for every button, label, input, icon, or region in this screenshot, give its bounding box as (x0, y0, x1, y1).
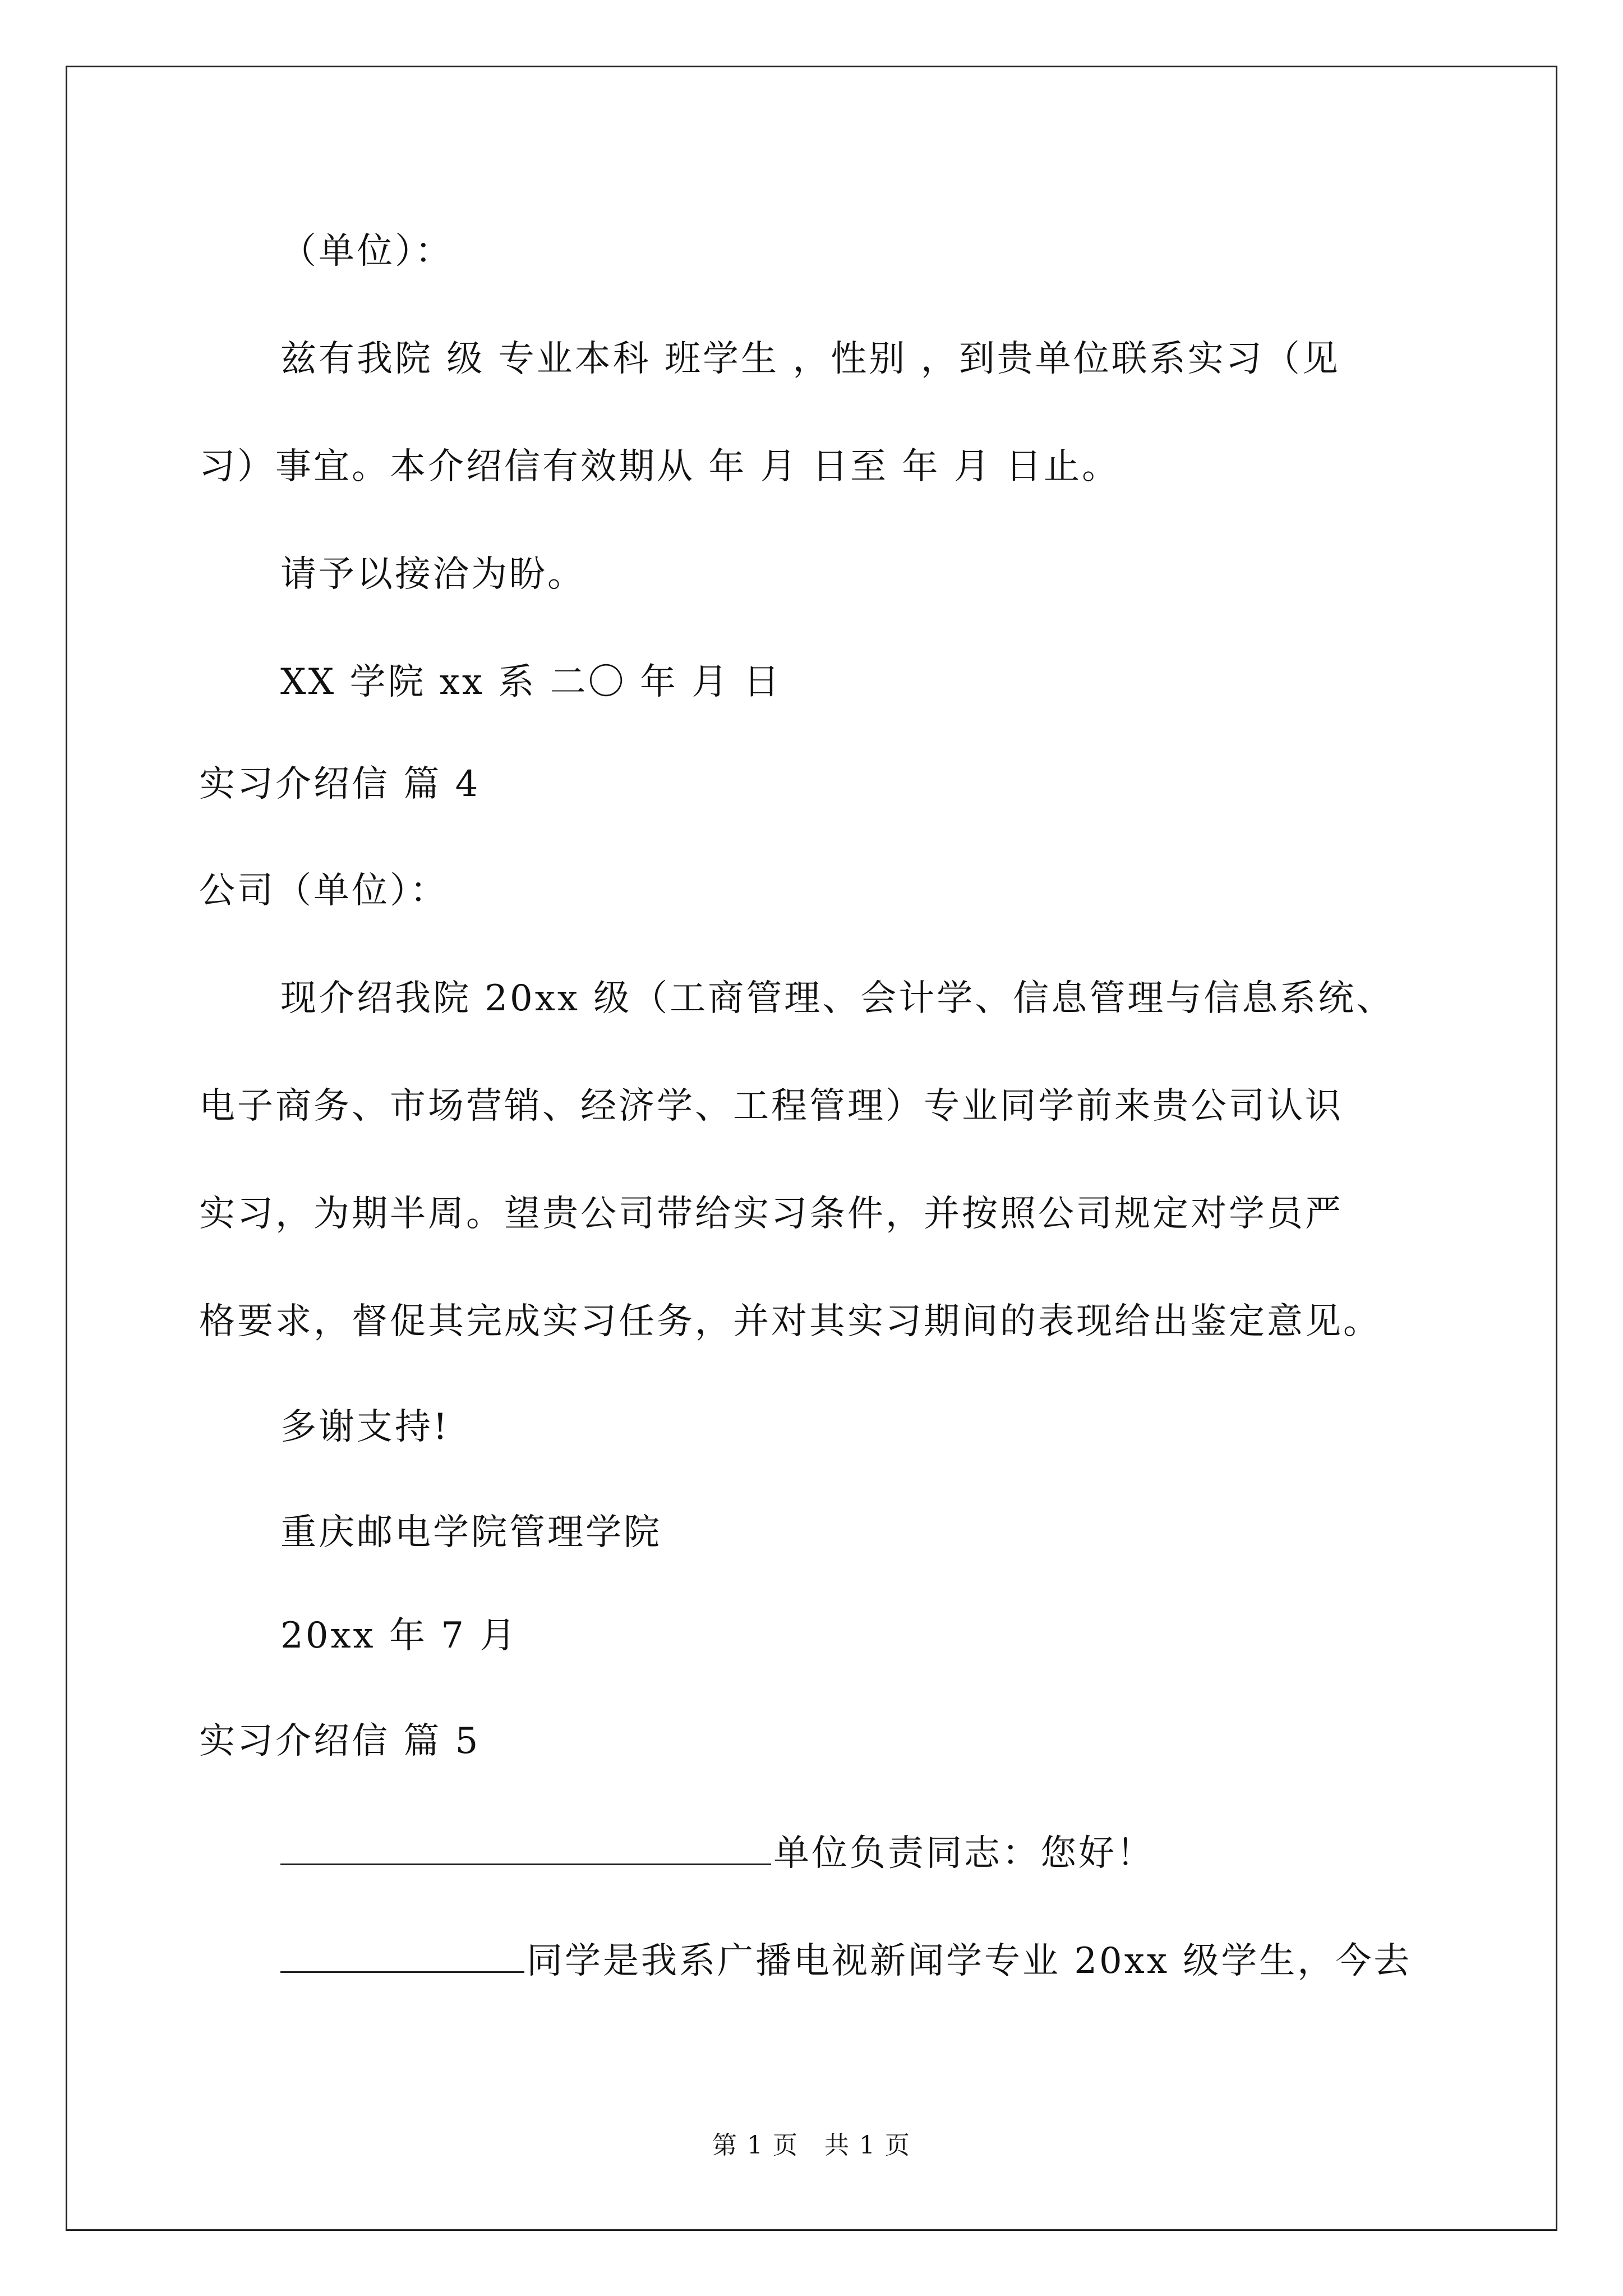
closing-line: 多谢支持! (280, 1406, 450, 1448)
salutation-line: （单位）： (280, 231, 453, 272)
salutation-text: 单位负责同志：您好！ (773, 1833, 1155, 1874)
body-line: 兹有我院 级 专业本科 班学生 ，性别 ，到贵单位联系实习（见 (280, 338, 1340, 380)
body-line: 格要求，督促其完成实习任务，并对其实习期间的表现给出鉴定意见。 (199, 1301, 1381, 1342)
body-line (280, 1936, 1412, 1982)
section-heading: 实习介绍信 篇 4 (199, 763, 481, 805)
date-line: 20xx 年 7 月 (280, 1615, 518, 1657)
fill-in-blank (280, 1936, 524, 1973)
fill-in-blank (280, 1829, 771, 1865)
salutation-line: 公司（单位）： (199, 870, 448, 912)
signature-line: 重庆邮电学院管理学院 (280, 1512, 662, 1553)
body-line: 习）事宜。本介绍信有效期从 年 月 日至 年 月 日止。 (199, 446, 1121, 487)
page-footer: 第 1 页 共 1 页 (712, 2131, 911, 2160)
page-border (66, 66, 1557, 2231)
body-text: 同学是我系广播电视新闻学专业 20xx 级学生，今去 (527, 1940, 1412, 1982)
salutation-line (280, 1829, 1155, 1874)
body-line: 请予以接洽为盼。 (280, 554, 585, 595)
body-line: 电子商务、市场营销、经济学、工程管理）专业同学前来贵公司认识 (199, 1085, 1343, 1127)
section-heading: 实习介绍信 篇 5 (199, 1720, 481, 1762)
body-line: 实习，为期半周。望贵公司带给实习条件，并按照公司规定对学员严 (199, 1193, 1343, 1235)
signature-line: XX 学院 xx 系 二〇 年 月 日 (280, 661, 782, 703)
body-line: 现介绍我院 20xx 级（工商管理、会计学、信息管理与信息系统、 (280, 978, 1395, 1019)
